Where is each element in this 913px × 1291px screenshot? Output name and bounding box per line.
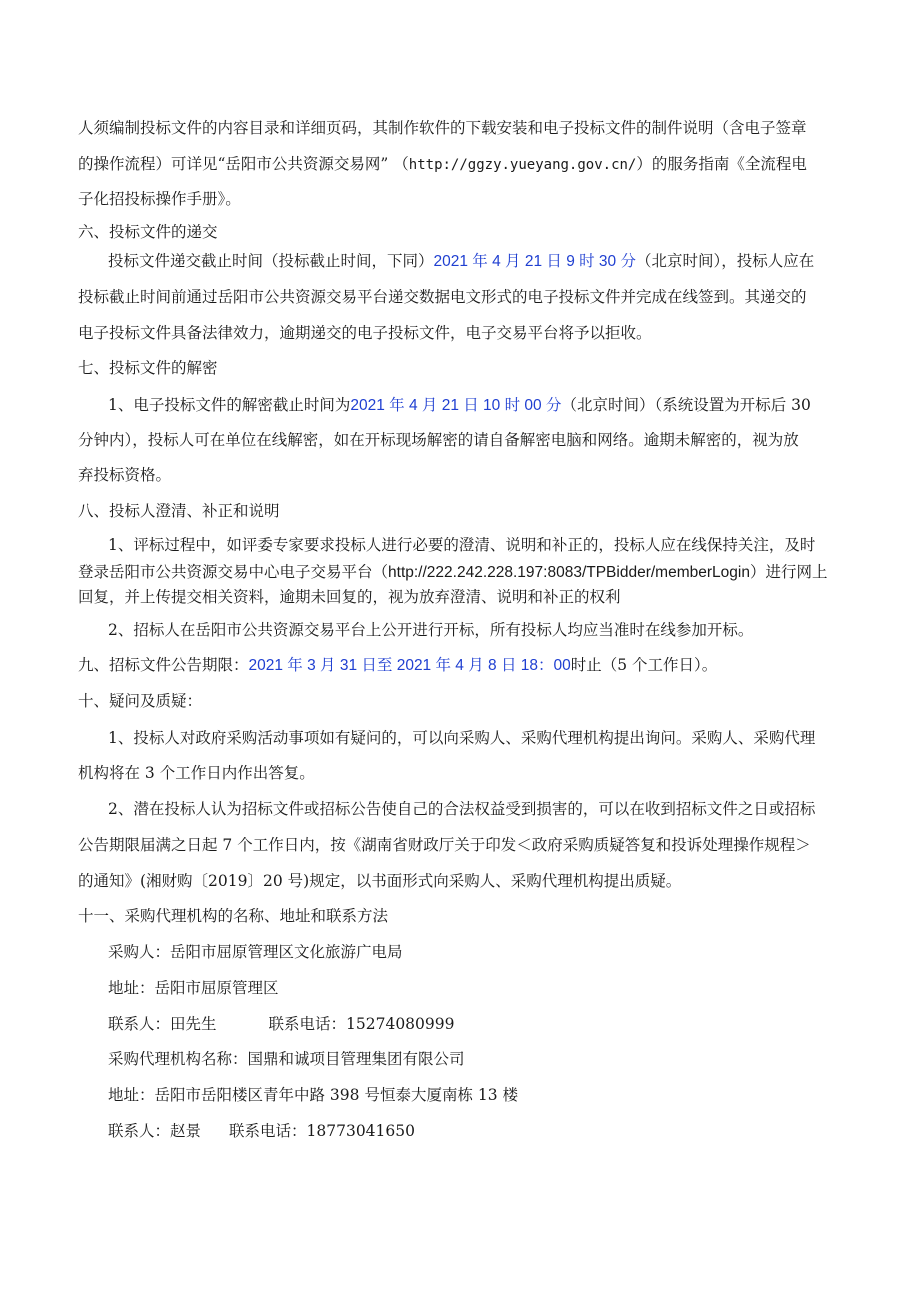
section-10-line-2: 机构将在 3 个工作日内作出答复。 xyxy=(78,764,315,782)
section-7-line-1: 1、电子投标文件的解密截止时间为2021 年 4 月 21 日 10 时 00 分（北京时间）（系统设置为开标后 30 xyxy=(108,396,811,414)
purchaser-contact: 联系人：田先生 联系电话：15274080999 xyxy=(108,1015,455,1033)
purchaser-name: 采购人：岳阳市屈原管理区文化旅游广电局 xyxy=(108,943,403,961)
notice-period: 2021 年 3 月 31 日至 2021 年 4 月 8 日 18：00 xyxy=(248,657,571,674)
section-7-line-2: 分钟内），投标人可在单位在线解密，如在开标现场解密的请自备解密电脑和网络。逾期未解密的，视为放 xyxy=(78,431,799,449)
section-8-heading: 八、投标人澄清、补正和说明 xyxy=(78,502,280,520)
section-8-line-3: 回复，并上传提交相关资料，逾期未回复的，视为放弃澄清、说明和补正的权利 xyxy=(78,588,621,606)
intro-line-1: 人须编制投标文件的内容目录和详细页码，其制作软件的下载安装和电子投标文件的制件说明（含电子签章 xyxy=(78,119,807,137)
section-10-line-1: 1、投标人对政府采购活动事项如有疑问的，可以向采购人、采购代理机构提出询问。采购人、采购代理 xyxy=(108,729,816,747)
portal-url[interactable]: http://ggzy.yueyang.gov.cn/ xyxy=(408,157,637,173)
intro-line-2: 的操作流程）可详见“岳阳市公共资源交易网” （http://ggzy.yueyang.gov.cn/）的服务指南《全流程电 xyxy=(78,155,807,173)
decryption-deadline: 2021 年 4 月 21 日 10 时 00 分 xyxy=(350,397,562,414)
section-7-line-3: 弃投标资格。 xyxy=(78,466,172,484)
agency-phone: 联系电话：18773041650 xyxy=(229,1122,415,1140)
purchaser-address: 地址：岳阳市屈原管理区 xyxy=(108,979,279,997)
section-6-line-3: 电子投标文件具备法律效力，逾期递交的电子投标文件，电子交易平台将予以拒收。 xyxy=(78,324,652,342)
intro-line-3: 子化招投标操作手册》。 xyxy=(78,190,241,208)
purchaser-phone: 联系电话：15274080999 xyxy=(268,1015,455,1033)
section-6-line-2: 投标截止时间前通过岳阳市公共资源交易平台递交数据电文形式的电子投标文件并完成在线签到。其递交的 xyxy=(78,288,807,306)
agency-address: 地址：岳阳市岳阳楼区青年中路 398 号恒泰大厦南栋 13 楼 xyxy=(108,1086,519,1104)
submission-deadline: 2021 年 4 月 21 日 9 时 30 分 xyxy=(433,253,636,270)
section-10-line-5: 的通知》(湘财购〔2019〕20 号)规定，以书面形式向采购人、采购代理机构提出质疑。 xyxy=(78,872,682,890)
section-9-line: 九、招标文件公告期限：2021 年 3 月 31 日至 2021 年 4 月 8 日 18：00时止（5 个工作日）。 xyxy=(78,656,718,674)
section-8-line-2: 登录岳阳市公共资源交易中心电子交易平台（http://222.242.228.197:8083/TPBidder/memberLogin）进行网上 xyxy=(78,563,828,581)
agency-contact: 联系人：赵景 联系电话：18773041650 xyxy=(108,1122,415,1140)
agency-name: 采购代理机构名称：国鼎和诚项目管理集团有限公司 xyxy=(108,1050,465,1068)
trading-platform-url[interactable]: http://222.242.228.197:8083/TPBidder/memberLogin xyxy=(388,564,750,581)
section-8-line-4: 2、招标人在岳阳市公共资源交易平台上公开进行开标，所有投标人均应当准时在线参加开标。 xyxy=(108,621,754,639)
section-10-line-3: 2、潜在投标人认为招标文件或招标公告使自己的合法权益受到损害的，可以在收到招标文件之日或招标 xyxy=(108,800,816,818)
section-10-heading: 十、疑问及质疑： xyxy=(78,692,203,710)
section-11-heading: 十一、采购代理机构的名称、地址和联系方法 xyxy=(78,907,389,925)
section-6-line-1: 投标文件递交截止时间（投标截止时间，下同）2021 年 4 月 21 日 9 时 30 分（北京时间），投标人应在 xyxy=(108,252,815,270)
section-10-line-4: 公告期限届满之日起 7 个工作日内，按《湖南省财政厅关于印发＜政府采购质疑答复和投诉处理操作规程＞ xyxy=(78,836,811,854)
section-8-line-1: 1、评标过程中，如评委专家要求投标人进行必要的澄清、说明和补正的，投标人应在线保持关注，及时 xyxy=(108,536,816,554)
section-7-heading: 七、投标文件的解密 xyxy=(78,359,218,377)
section-6-heading: 六、投标文件的递交 xyxy=(78,223,218,241)
